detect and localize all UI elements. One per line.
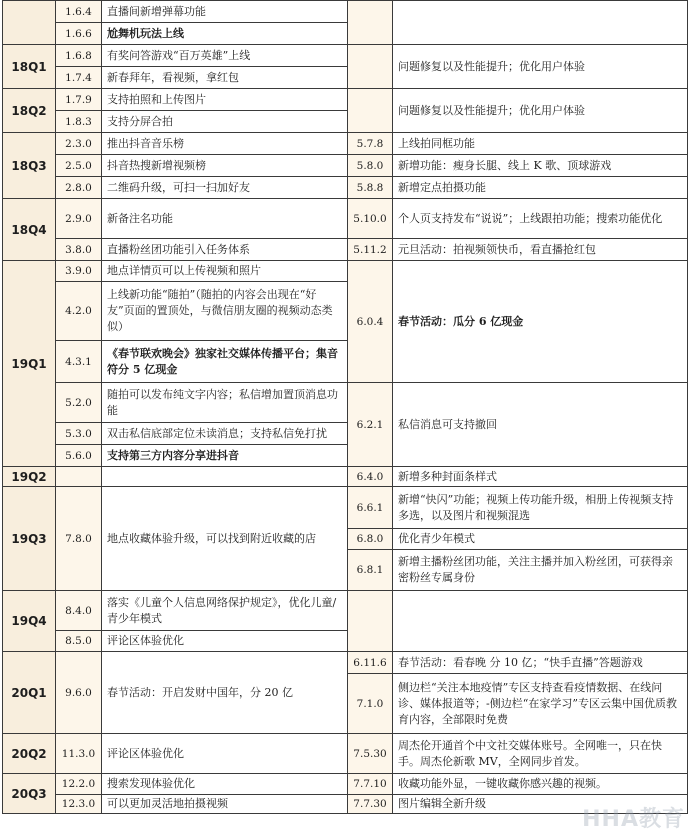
feature-b: 元旦活动：拍视频领快币，看直播抢红包 [393, 239, 688, 261]
version-b: 6.0.4 [348, 261, 393, 383]
feature-b: 新增多种封面条样式 [393, 467, 688, 487]
quarter-label: 20Q1 [3, 652, 56, 734]
table-row [3, 45, 688, 67]
feature-a: 推出抖音音乐榜 [102, 133, 348, 155]
feature-a: 二维码升级，可扫一扫加好友 [102, 177, 348, 199]
quarter-label: 18Q3 [3, 133, 56, 199]
table-row [3, 239, 688, 261]
version-b: 7.5.30 [348, 734, 393, 774]
version-history-table [2, 0, 688, 814]
version-a: 5.3.0 [56, 423, 102, 445]
version-b: 6.2.1 [348, 383, 393, 467]
version-a: 3.9.0 [56, 261, 102, 282]
version-a: 4.2.0 [56, 282, 102, 341]
feature-b: 优化青少年模式 [393, 529, 688, 550]
feature-a: 地点收藏体验升级，可以找到附近收藏的店 [102, 487, 348, 591]
version-a: 1.7.9 [56, 89, 102, 111]
table-row [3, 774, 688, 795]
quarter-label: 19Q2 [3, 467, 56, 487]
feature-b-empty [393, 1, 688, 45]
version-a: 1.6.4 [56, 1, 102, 23]
version-b: 5.11.2 [348, 239, 393, 261]
table-row [3, 177, 688, 199]
table-row [3, 467, 688, 487]
version-a: 3.8.0 [56, 239, 102, 261]
feature-a: 支持第三方内容分享进抖音 [102, 445, 348, 467]
feature-a: 评论区体验优化 [102, 631, 348, 652]
quarter-label: 19Q1 [3, 261, 56, 467]
table-row [3, 89, 688, 111]
feature-a: 落实《儿童个人信息网络保护规定》，优化儿童/青少年模式 [102, 591, 348, 631]
feature-a-empty [102, 467, 348, 487]
feature-a: 抖音热搜新增视频榜 [102, 155, 348, 177]
feature-a: 随拍可以发布纯文字内容；私信增加置顶消息功能 [102, 383, 348, 423]
feature-a: 可以更加灵活地拍摄视频 [102, 795, 348, 814]
version-a: 2.5.0 [56, 155, 102, 177]
version-b: 6.11.6 [348, 652, 393, 674]
table-row [3, 795, 688, 814]
version-b: 6.8.1 [348, 550, 393, 591]
feature-a: 评论区体验优化 [102, 734, 348, 774]
feature-b: 春节活动：看春晚 分 10 亿；“快手直播”答题游戏 [393, 652, 688, 674]
version-a-empty [56, 467, 102, 487]
table-row [3, 155, 688, 177]
feature-a: 新备注名功能 [102, 199, 348, 239]
quarter-label: 18Q1 [3, 45, 56, 89]
version-a: 2.9.0 [56, 199, 102, 239]
quarter-label: 19Q4 [3, 591, 56, 652]
feature-b: 新增功能：瘦身长腿、线上 K 歌、顶球游戏 [393, 155, 688, 177]
version-table-wrapper [2, 0, 688, 814]
feature-b: 新增定点拍摄功能 [393, 177, 688, 199]
version-a: 8.5.0 [56, 631, 102, 652]
feature-b: 图片编辑全新升级 [393, 795, 688, 814]
feature-a: 支持拍照和上传图片 [102, 89, 348, 111]
feature-a: 双击私信底部定位未读消息；支持私信免打扰 [102, 423, 348, 445]
table-row [3, 652, 688, 674]
feature-b: 新增主播粉丝团功能，关注主播并加入粉丝团，可获得亲密粉丝专属身份 [393, 550, 688, 591]
feature-b-empty [393, 591, 688, 652]
version-b: 5.8.8 [348, 177, 393, 199]
version-a: 2.8.0 [56, 177, 102, 199]
version-a: 9.6.0 [56, 652, 102, 734]
table-row [3, 199, 688, 239]
version-a: 1.7.4 [56, 67, 102, 89]
feature-a: 搜索发现体验优化 [102, 774, 348, 795]
version-b-empty [348, 1, 393, 45]
feature-b: 个人页支持发布“说说”；上线跟拍功能；搜索功能优化 [393, 199, 688, 239]
version-a: 4.3.1 [56, 341, 102, 383]
version-a: 7.8.0 [56, 487, 102, 591]
table-row [3, 133, 688, 155]
version-a: 12.3.0 [56, 795, 102, 814]
quarter-label: 18Q4 [3, 199, 56, 261]
table-row [3, 487, 688, 529]
quarter-cell-empty [3, 1, 56, 45]
version-a: 12.2.0 [56, 774, 102, 795]
feature-a: 《春节联欢晚会》独家社交媒体传播平台；集音符分 5 亿现金 [102, 341, 348, 383]
version-b: 5.10.0 [348, 199, 393, 239]
feature-a: 上线新功能“随拍”（随拍的内容会出现在“好友”页面的置顶处，与微信朋友圈的视频动态类似） [102, 282, 348, 341]
feature-b: 侧边栏“关注本地疫情”专区支持查看疫情数据、在线问诊、媒体报道等；-侧边栏“在家学习”专区云集中国优质教育内容，全部限时免费 [393, 674, 688, 734]
version-a: 5.2.0 [56, 383, 102, 423]
quarter-label: 20Q3 [3, 774, 56, 814]
version-b: 6.4.0 [348, 467, 393, 487]
feature-b: 私信消息可支持撤回 [393, 383, 688, 467]
version-a: 11.3.0 [56, 734, 102, 774]
feature-a: 春节活动：开启发财中国年，分 20 亿 [102, 652, 348, 734]
table-row [3, 383, 688, 423]
table-row [3, 734, 688, 774]
version-a: 2.3.0 [56, 133, 102, 155]
table-row [3, 261, 688, 282]
table-row [3, 1, 688, 23]
feature-a: 直播间新增弹幕功能 [102, 1, 348, 23]
version-b-empty [348, 89, 393, 133]
version-a: 1.8.3 [56, 111, 102, 133]
table-row [3, 591, 688, 631]
version-b: 5.8.0 [348, 155, 393, 177]
version-b: 7.7.10 [348, 774, 393, 795]
quarter-label: 18Q2 [3, 89, 56, 133]
feature-a: 有奖问答游戏“百万英雄”上线 [102, 45, 348, 67]
version-b: 6.6.1 [348, 487, 393, 529]
feature-b: 问题修复以及性能提升；优化用户体验 [393, 89, 688, 133]
feature-a: 新春拜年，看视频，拿红包 [102, 67, 348, 89]
feature-a: 支持分屏合拍 [102, 111, 348, 133]
version-b: 5.7.8 [348, 133, 393, 155]
quarter-label: 19Q3 [3, 487, 56, 591]
version-a: 1.6.6 [56, 23, 102, 45]
version-a: 1.6.8 [56, 45, 102, 67]
feature-a: 地点详情页可以上传视频和照片 [102, 261, 348, 282]
feature-b: 问题修复以及性能提升；优化用户体验 [393, 45, 688, 89]
version-b: 6.8.0 [348, 529, 393, 550]
version-a: 5.6.0 [56, 445, 102, 467]
version-b: 7.7.30 [348, 795, 393, 814]
feature-b: 周杰伦开通首个中文社交媒体账号。全网唯一，只在快手。周杰伦新歌 MV，全网同步首发。 [393, 734, 688, 774]
version-a: 8.4.0 [56, 591, 102, 631]
feature-b: 收藏功能外显，一键收藏你感兴趣的视频。 [393, 774, 688, 795]
feature-b: 上线拍同框功能 [393, 133, 688, 155]
version-b-empty [348, 45, 393, 89]
version-b: 7.1.0 [348, 674, 393, 734]
feature-b: 春节活动：瓜分 6 亿现金 [393, 261, 688, 383]
feature-a: 直播粉丝团功能引入任务体系 [102, 239, 348, 261]
quarter-label: 20Q2 [3, 734, 56, 774]
watermark: HHA教育 [582, 807, 685, 832]
feature-b: 新增“快闪”功能；视频上传功能升级，相册上传视频支持多选，以及图片和视频混选 [393, 487, 688, 529]
feature-a: 尬舞机玩法上线 [102, 23, 348, 45]
version-b-empty [348, 591, 393, 652]
